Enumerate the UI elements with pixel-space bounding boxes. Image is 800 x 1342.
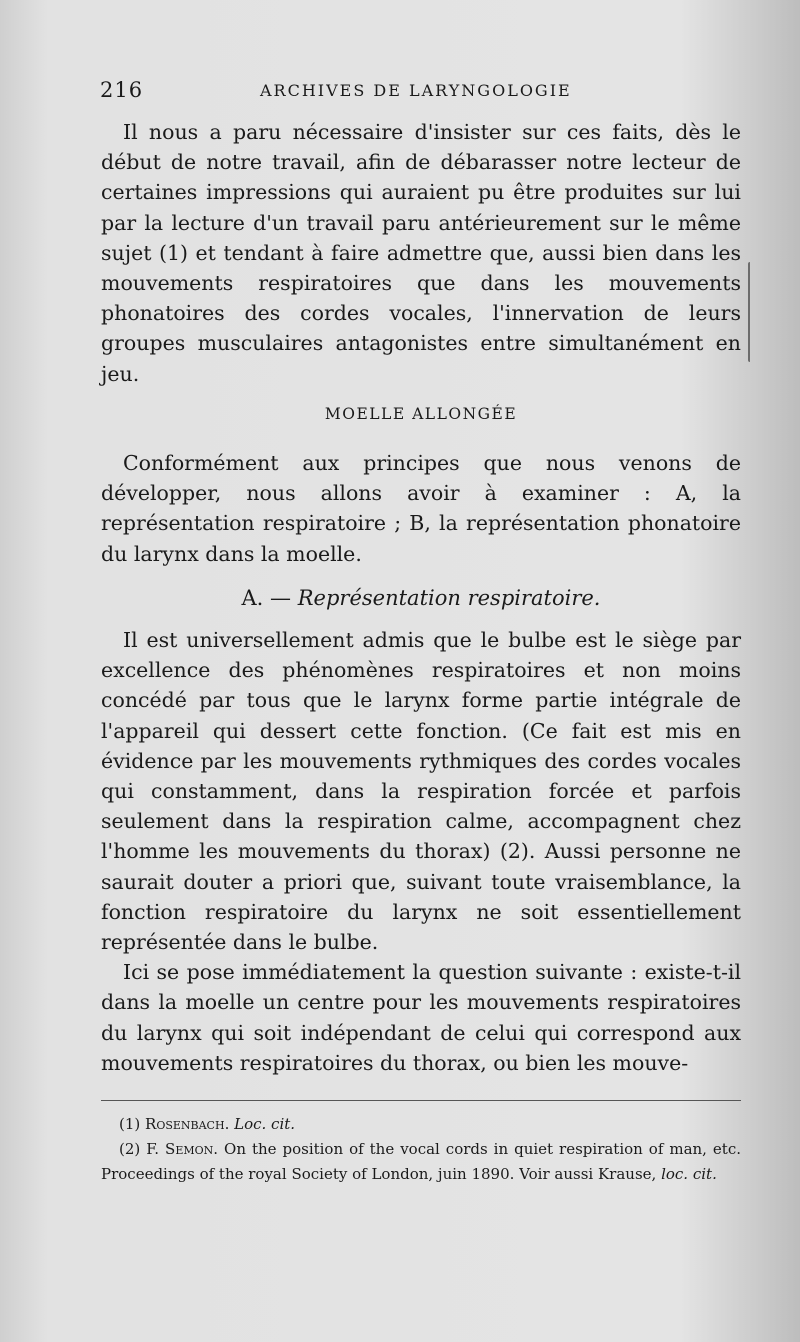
footnote-1-mark: (1) xyxy=(119,1115,141,1133)
footnote-2-author: Semon. xyxy=(165,1140,219,1158)
paragraph-principles: Conformément aux principes que nous venons de développer, nous allons avoir à examiner : A, la représentation respiratoire ; B, la représentation phonatoire du larynx dans la moelle. xyxy=(101,451,741,566)
footnote-2-mark: (2) F. xyxy=(119,1140,160,1158)
footnote-1-ref: Loc. cit. xyxy=(234,1115,296,1133)
footnote-rule xyxy=(101,1100,741,1101)
journal-title: ARCHIVES DE LARYNGOLOGIE xyxy=(260,81,572,100)
subsection-letter: A. — xyxy=(241,586,292,610)
footnote-1 xyxy=(101,1112,741,1137)
margin-bracket-mark xyxy=(748,262,758,362)
principles-block xyxy=(101,448,741,569)
intro-block xyxy=(101,117,741,389)
subsection-title: Représentation respiratoire. xyxy=(297,586,601,610)
running-head xyxy=(100,78,740,108)
footnote-2-text: On the position of the vocal cords in quiet respiration of man, etc. Proceedings of the royal Society of London, juin 1890. Voir aussi Krause, xyxy=(101,1140,741,1183)
main-text-block xyxy=(101,625,741,1078)
section-heading: MOELLE ALLONGÉE xyxy=(324,405,518,423)
footnote-2-ref: loc. cit. xyxy=(661,1165,717,1183)
paragraph-bulbe: Il est universellement admis que le bulbe est le siège par excellence des phénomènes respiratoires et non moins concédé par tous que le larynx forme partie intégrale de l'appareil qui dessert cette fonction. (Ce fait est mis en évidence par les mouvements rythmiques des cordes vocales qui constamment, dans la respiration forcée et parfois seulement dans la respiration calme, accompagnent chez l'homme les mouvements du thorax) (2). Aussi personne ne saurait douter a priori que, suivant toute vraisemblance, la fonction respiratoire du larynx ne soit essentiellement représentée dans le bulbe. xyxy=(101,628,741,955)
page-number: 216 xyxy=(100,78,144,102)
footnote-1-author: Rosenbach. xyxy=(145,1115,230,1133)
paragraph-question: Ici se pose immédiatement la question suivante : existe-t-il dans la moelle un centre pour les mouvements respiratoires du larynx qui soit indépendant de celui qui correspond aux mouvements respiratoires du thorax, ou bien les mouve- xyxy=(101,960,741,1075)
footnotes xyxy=(101,1112,741,1187)
footnote-2 xyxy=(101,1137,741,1187)
subsection-heading xyxy=(101,586,741,610)
paragraph-intro: Il nous a paru nécessaire d'insister sur ces faits, dès le début de notre travail, afin de débarasser notre lecteur de certaines impressions qui auraient pu être produites sur lui par la lecture d'un travail paru antérieurement sur le même sujet (1) et tendant à faire admettre que, aussi bien dans les mouvements respiratoires que dans les mouvements phonatoires des cordes vocales, l'innervation de leurs groupes musculaires antagonistes entre simultanément en jeu. xyxy=(101,120,741,386)
